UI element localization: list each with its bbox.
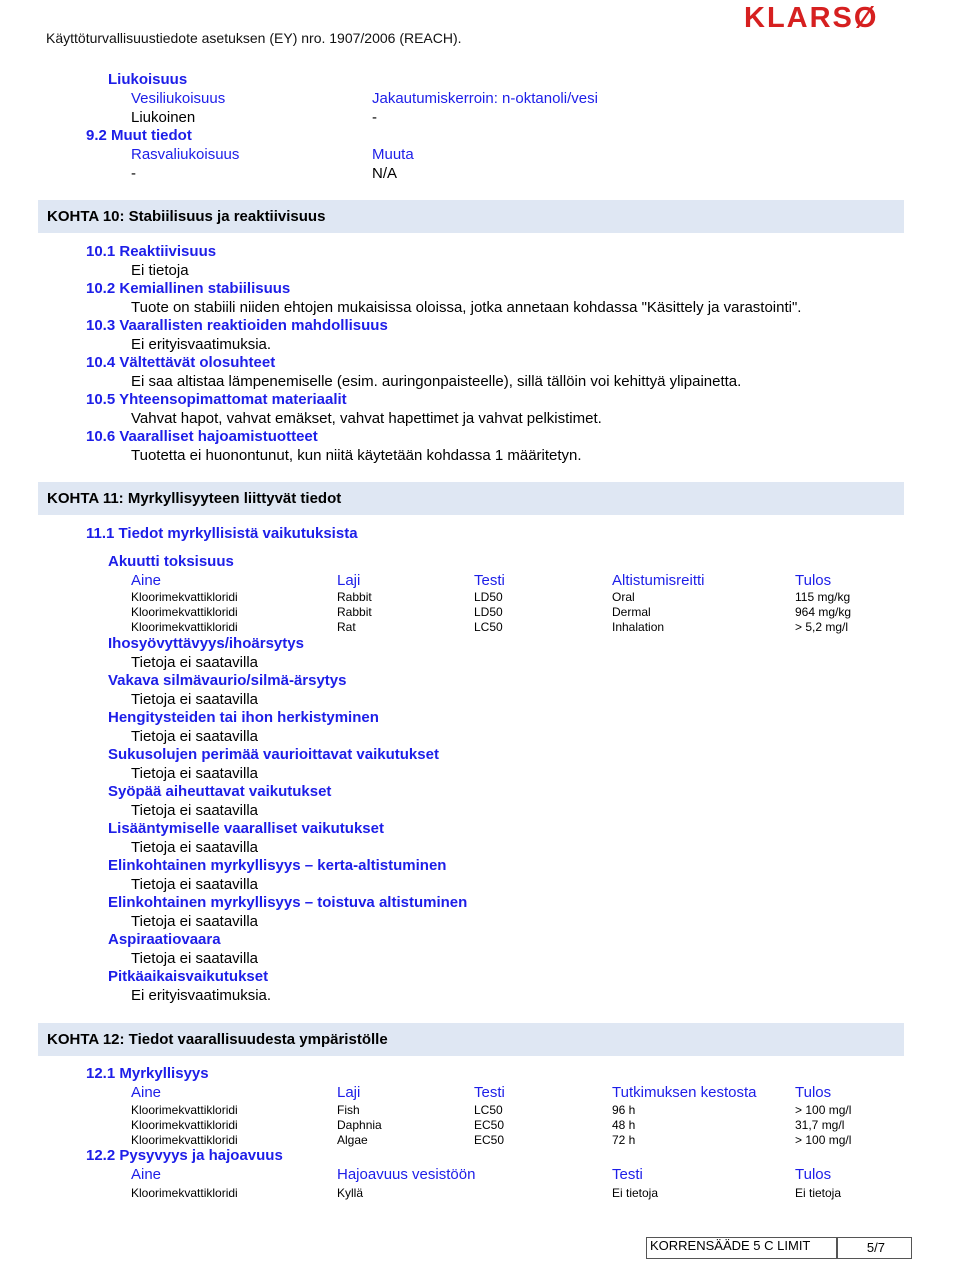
acute-header-species: Laji — [337, 572, 361, 589]
table-cell: > 5,2 mg/l — [795, 620, 849, 634]
persistence-header-degradability: Hajoavuus vesistöön — [337, 1166, 476, 1183]
chemical-stability-text: Tuote on stabiili niiden ehtojen mukaisissa oloissa, jotka annetaan kohdassa "Käsittely ja varastointi". — [131, 299, 802, 316]
mutagenicity-text: Tietoja ei saatavilla — [131, 765, 259, 782]
company-logo: KLARSØ — [744, 2, 879, 34]
table-cell: Daphnia — [337, 1118, 382, 1132]
reproductive-toxicity-heading: Lisääntymiselle vaaralliset vaikutukset — [108, 820, 384, 837]
table-cell: LD50 — [474, 590, 503, 604]
table-cell: EC50 — [474, 1118, 505, 1132]
table-cell: Kloorimekvattikloridi — [131, 1118, 238, 1132]
mutagenicity-heading: Sukusolujen perimää vaurioittavat vaikutukset — [108, 746, 439, 763]
footer-product-name: KORRENSÄÄDE 5 C LIMIT — [650, 1238, 811, 1253]
other-information-title: 9.2 Muut tiedot — [86, 127, 192, 144]
table-cell: Kloorimekvattikloridi — [131, 590, 238, 604]
skin-corrosion-text: Tietoja ei saatavilla — [131, 654, 259, 671]
section-12-heading: KOHTA 12: Tiedot vaarallisuudesta ympäristölle — [38, 1023, 904, 1056]
tox-header-test: Testi — [474, 1084, 505, 1101]
persistence-header-substance: Aine — [131, 1166, 162, 1183]
table-cell: 48 h — [612, 1118, 636, 1132]
table-cell: Kloorimekvattikloridi — [131, 605, 238, 619]
partition-coefficient-value: - — [372, 109, 377, 126]
acute-header-result: Tulos — [795, 572, 832, 589]
decomposition-products-text: Tuotetta ei huonontunut, kun niitä käytetään kohdassa 1 määritetyn. — [131, 447, 582, 464]
carcinogenicity-text: Tietoja ei saatavilla — [131, 802, 259, 819]
table-cell: Rat — [337, 620, 356, 634]
conditions-to-avoid-text: Ei saa altistaa lämpenemiselle (esim. auringonpaisteelle), sillä tällöin voi kehittyä ylipainetta. — [131, 373, 742, 390]
partition-coefficient-label: Jakautumiskerroin: n-oktanoli/vesi — [372, 90, 598, 107]
long-term-effects-text: Ei erityisvaatimuksia. — [131, 987, 272, 1004]
chemical-stability-heading: 10.2 Kemiallinen stabiilisuus — [86, 280, 291, 297]
skin-corrosion-heading: Ihosyövyttävyys/ihoärsytys — [108, 635, 304, 652]
table-cell: Inhalation — [612, 620, 665, 634]
acute-header-test: Testi — [474, 572, 505, 589]
tox-header-species: Laji — [337, 1084, 361, 1101]
aspiration-hazard-text: Tietoja ei saatavilla — [131, 950, 259, 967]
aspiration-hazard-heading: Aspiraatiovaara — [108, 931, 221, 948]
footer-page-box — [836, 1237, 912, 1259]
persistence-header-result: Tulos — [795, 1166, 832, 1183]
table-cell: Ei tietoja — [795, 1186, 842, 1200]
solvent-label: Liukoinen — [131, 109, 196, 126]
fat-solubility-label: Rasvaliukoisuus — [131, 146, 240, 163]
acute-header-substance: Aine — [131, 572, 162, 589]
table-cell: 115 mg/kg — [795, 590, 851, 604]
table-cell: Kloorimekvattikloridi — [131, 620, 238, 634]
section-11-heading: KOHTA 11: Myrkyllisyyteen liittyvät tiedot — [38, 482, 904, 515]
table-cell: LC50 — [474, 620, 503, 634]
table-cell: > 100 mg/l — [795, 1133, 852, 1147]
hazardous-reactions-text: Ei erityisvaatimuksia. — [131, 336, 272, 353]
acute-header-route: Altistumisreitti — [612, 572, 705, 589]
other-label: Muuta — [372, 146, 414, 163]
water-solubility-label: Vesiliukoisuus — [131, 90, 226, 107]
footer-product-box — [646, 1237, 838, 1259]
sensitisation-heading: Hengitysteiden tai ihon herkistyminen — [108, 709, 379, 726]
table-cell: 72 h — [612, 1133, 636, 1147]
stot-repeated-heading: Elinkohtainen myrkyllisyys – toistuva altistuminen — [108, 894, 468, 911]
table-cell: LC50 — [474, 1103, 503, 1117]
toxicity-title: 12.1 Myrkyllisyys — [86, 1065, 209, 1082]
solubility-title: Liukoisuus — [108, 71, 188, 88]
hazardous-reactions-heading: 10.3 Vaarallisten reaktioiden mahdollisuus — [86, 317, 388, 334]
fat-solubility-value: - — [131, 165, 136, 182]
persistence-header-test: Testi — [612, 1166, 643, 1183]
table-cell: Kloorimekvattikloridi — [131, 1133, 238, 1147]
toxicological-effects-title: 11.1 Tiedot myrkyllisistä vaikutuksista — [86, 525, 358, 542]
table-cell: Kloorimekvattikloridi — [131, 1103, 238, 1117]
table-cell: Kloorimekvattikloridi — [131, 1186, 238, 1200]
persistence-title: 12.2 Pysyvyys ja hajoavuus — [86, 1147, 283, 1164]
table-cell: 964 mg/kg — [795, 605, 852, 619]
eye-damage-heading: Vakava silmävaurio/silmä-ärsytys — [108, 672, 347, 689]
regulation-header: Käyttöturvallisuustiedote asetuksen (EY) nro. 1907/2006 (REACH). — [46, 30, 462, 46]
table-cell: Oral — [612, 590, 635, 604]
long-term-effects-heading: Pitkäaikaisvaikutukset — [108, 968, 269, 985]
table-cell: Rabbit — [337, 605, 372, 619]
section-10-heading: KOHTA 10: Stabiilisuus ja reaktiivisuus — [38, 200, 904, 233]
incompatible-materials-text: Vahvat hapot, vahvat emäkset, vahvat hapettimet ja vahvat pelkistimet. — [131, 410, 602, 427]
stot-repeated-text: Tietoja ei saatavilla — [131, 913, 259, 930]
tox-header-duration: Tutkimuksen kestosta — [612, 1084, 757, 1101]
reactivity-text: Ei tietoja — [131, 262, 189, 279]
table-cell: > 100 mg/l — [795, 1103, 852, 1117]
stot-single-heading: Elinkohtainen myrkyllisyys – kerta-altistuminen — [108, 857, 447, 874]
table-cell: Kyllä — [337, 1186, 364, 1200]
incompatible-materials-heading: 10.5 Yhteensopimattomat materiaalit — [86, 391, 347, 408]
reactivity-heading: 10.1 Reaktiivisuus — [86, 243, 217, 260]
table-cell: 31,7 mg/l — [795, 1118, 845, 1132]
tox-header-substance: Aine — [131, 1084, 162, 1101]
table-cell: Rabbit — [337, 590, 372, 604]
table-cell: EC50 — [474, 1133, 505, 1147]
other-value: N/A — [372, 165, 398, 182]
sensitisation-text: Tietoja ei saatavilla — [131, 728, 259, 745]
table-cell: Fish — [337, 1103, 360, 1117]
eye-damage-text: Tietoja ei saatavilla — [131, 691, 259, 708]
page-number: 5/7 — [866, 1240, 885, 1255]
decomposition-products-heading: 10.6 Vaaralliset hajoamistuotteet — [86, 428, 318, 445]
table-cell: 96 h — [612, 1103, 636, 1117]
conditions-to-avoid-heading: 10.4 Vältettävät olosuhteet — [86, 354, 276, 371]
carcinogenicity-heading: Syöpää aiheuttavat vaikutukset — [108, 783, 332, 800]
table-cell: LD50 — [474, 605, 503, 619]
acute-toxicity-title: Akuutti toksisuus — [108, 553, 234, 570]
table-cell: Dermal — [612, 605, 651, 619]
stot-single-text: Tietoja ei saatavilla — [131, 876, 259, 893]
table-cell: Ei tietoja — [612, 1186, 659, 1200]
tox-header-result: Tulos — [795, 1084, 832, 1101]
table-cell: Algae — [337, 1133, 368, 1147]
reproductive-toxicity-text: Tietoja ei saatavilla — [131, 839, 259, 856]
